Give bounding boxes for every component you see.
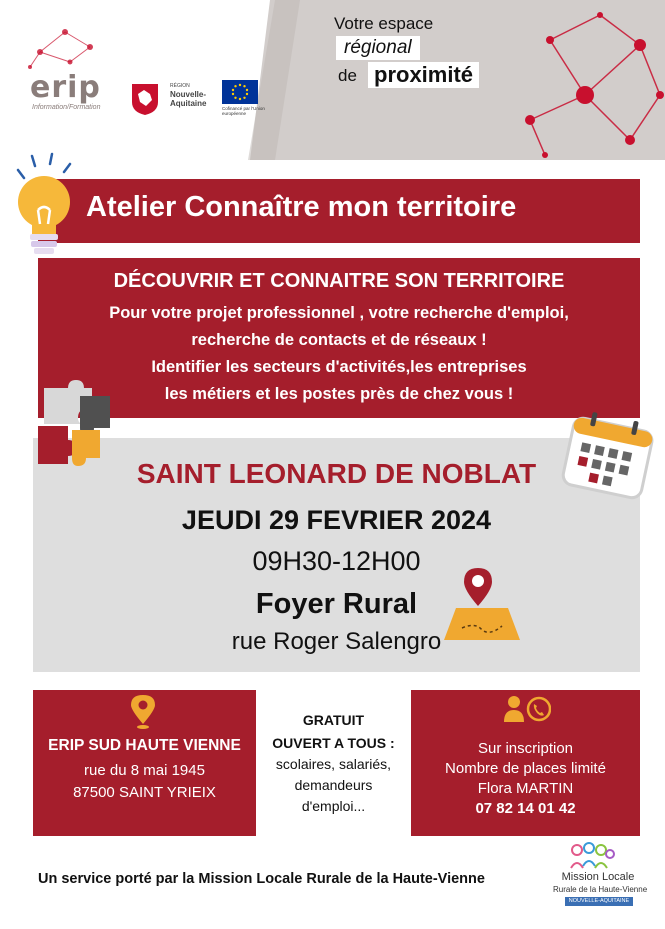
- mission-locale-icon: [567, 842, 617, 870]
- region-name: [170, 90, 206, 108]
- map-pin-icon: [442, 566, 522, 642]
- event-hours: 09H30-12H00: [252, 546, 421, 576]
- location-icon: [129, 694, 157, 730]
- event-street: rue Roger Salengro: [231, 628, 442, 655]
- erip-address-line2: 87500 SAINT YRIEIX: [73, 784, 216, 801]
- limited-seats-label: Nombre de places limité: [445, 760, 606, 777]
- mission-locale-name: Mission Locale: [561, 871, 635, 883]
- erip-name: ERIP SUD HAUTE VIENNE: [48, 737, 241, 754]
- erip-tagline: Information/Formation: [32, 104, 101, 111]
- tagline-line1: Votre espace: [334, 14, 434, 33]
- region-logo-icon: [130, 82, 160, 116]
- region-name-line1: Nouvelle-: [170, 90, 207, 99]
- erip-logo-text: erip: [30, 70, 101, 105]
- description-line: les métiers et les postes près de chez vous !: [164, 385, 514, 403]
- eu-cofunding-text: Cofinancé par l'Union européenne: [222, 106, 265, 116]
- region-label-small: RÉGION: [170, 83, 190, 89]
- tagline-line3-word: proximité: [368, 62, 479, 88]
- audience-line: demandeurs: [294, 777, 373, 793]
- puzzle-icon: [34, 380, 118, 470]
- mission-locale-badge: NOUVELLE-AQUITAINE: [565, 897, 633, 906]
- network-icon: [490, 0, 665, 160]
- contact-phone: 07 82 14 01 42: [475, 800, 576, 817]
- eu-flag-icon: [222, 80, 258, 104]
- lightbulb-icon: [10, 150, 82, 268]
- person-phone-icon: [503, 694, 551, 724]
- event-place: SAINT LEONARD DE NOBLAT: [136, 458, 537, 489]
- audience-line: scolaires, salariés,: [275, 756, 392, 772]
- page-title: Atelier Connaître mon territoire: [86, 191, 517, 223]
- tagline-line2: régional: [336, 36, 420, 60]
- event-date: JEUDI 29 FEVRIER 2024: [181, 505, 492, 535]
- tagline-line3-prefix: de: [338, 66, 357, 85]
- open-to-all-label: OUVERT A TOUS :: [272, 735, 395, 751]
- description-line: Pour votre projet professionnel , votre recherche d'emploi,: [109, 304, 569, 322]
- registration-label: Sur inscription: [477, 740, 574, 757]
- event-venue: Foyer Rural: [255, 588, 418, 620]
- description-heading: DÉCOUVRIR ET CONNAITRE SON TERRITOIRE: [113, 270, 565, 292]
- contact-name: Flora MARTIN: [477, 780, 574, 797]
- audience-line: d'emploi...: [301, 798, 366, 814]
- erip-address-line1: rue du 8 mai 1945: [84, 762, 205, 779]
- mission-locale-subtitle: Rurale de la Haute-Vienne: [553, 885, 648, 894]
- free-label: GRATUIT: [302, 712, 365, 728]
- region-name-line2: Aquitaine: [170, 99, 207, 108]
- description-line: Identifier les secteurs d'activités,les entreprises: [151, 358, 527, 376]
- footer-text: Un service porté par la Mission Locale Rurale de la Haute-Vienne: [38, 871, 485, 887]
- description-line: recherche de contacts et de réseaux !: [191, 331, 487, 349]
